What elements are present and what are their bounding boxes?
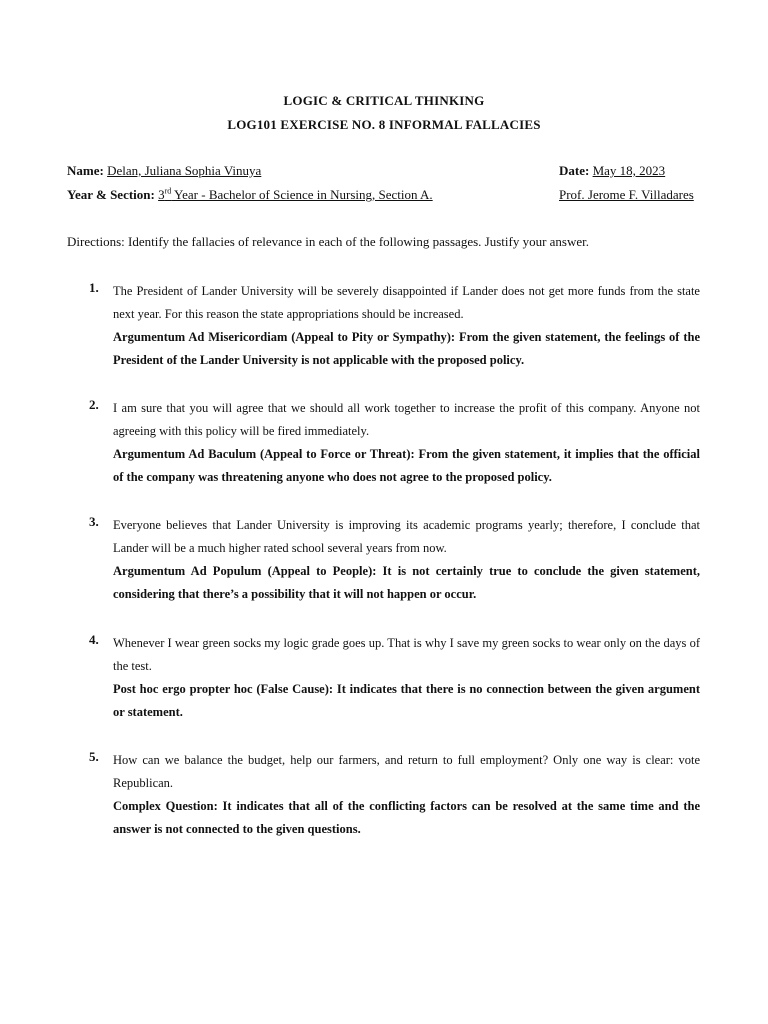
item-number: 4. [89,632,99,647]
name-row [67,163,261,179]
item-number: 2. [89,397,99,412]
item-body [113,397,700,489]
item-answer: Complex Question: It indicates that all of the conflicting factors can be resolved at the same time and the answer is not connected to the given questions. [113,799,700,836]
year-section-row [67,187,433,203]
year-course-section: Year - Bachelor of Science in Nursing, Section A. [171,187,433,202]
item-question: I am sure that you will agree that we should all work together to increase the profit of this company. Anyone not agreeing with this policy will be fired immediately. [113,401,700,438]
item-number: 5. [89,749,99,764]
item-question: Whenever I wear green socks my logic grade goes up. That is why I save my green socks to wear only on the days of the test. [113,636,700,673]
directions-text: Directions: Identify the fallacies of relevance in each of the following passages. Justify your answer. [67,234,589,249]
document-title: LOGIC & CRITICAL THINKING [283,93,485,108]
year-section-value [158,187,433,202]
item-number: 3. [89,514,99,529]
item-body [113,632,700,724]
item-question: The President of Lander University will be severely disappointed if Lander does not get more funds from the state next year. For this reason the state appropriations should be increased. [113,284,700,321]
document-subtitle: LOG101 EXERCISE NO. 8 INFORMAL FALLACIES [227,117,541,132]
item-answer: Argumentum Ad Baculum (Appeal to Force or Threat): From the given statement, it implies that the official of the company was threatening anyone who does not agree to the proposed policy. [113,447,700,484]
year-number: 3 [158,187,165,202]
item-answer: Argumentum Ad Misericordiam (Appeal to Pity or Sympathy): From the given statement, the feelings of the President of the Lander University is not applicable with the proposed policy. [113,330,700,367]
date-label: Date: [559,163,590,178]
item-answer: Argumentum Ad Populum (Appeal to People): It is not certainly true to conclude the given statement, considering that there’s a possibility that it will not happen or occur. [113,564,700,601]
item-question: Everyone believes that Lander University is improving its academic programs yearly; therefore, I conclude that Lander will be a much higher rated school several years from now. [113,518,700,555]
item-number: 1. [89,280,99,295]
name-value: Delan, Juliana Sophia Vinuya [107,163,262,178]
item-body [113,514,700,606]
name-label: Name: [67,163,104,178]
item-body [113,749,700,841]
date-value: May 18, 2023 [592,163,666,178]
year-section-label: Year & Section: [67,187,155,202]
item-answer: Post hoc ergo propter hoc (False Cause): It indicates that there is no connection between the given argument or statement. [113,682,700,719]
item-body [113,280,700,372]
professor-name: Prof. Jerome F. Villadares [559,187,694,202]
year-ordinal: rd [164,186,172,196]
date-row [559,163,665,179]
item-question: How can we balance the budget, help our farmers, and return to full employment? Only one way is clear: vote Republican. [113,753,700,790]
